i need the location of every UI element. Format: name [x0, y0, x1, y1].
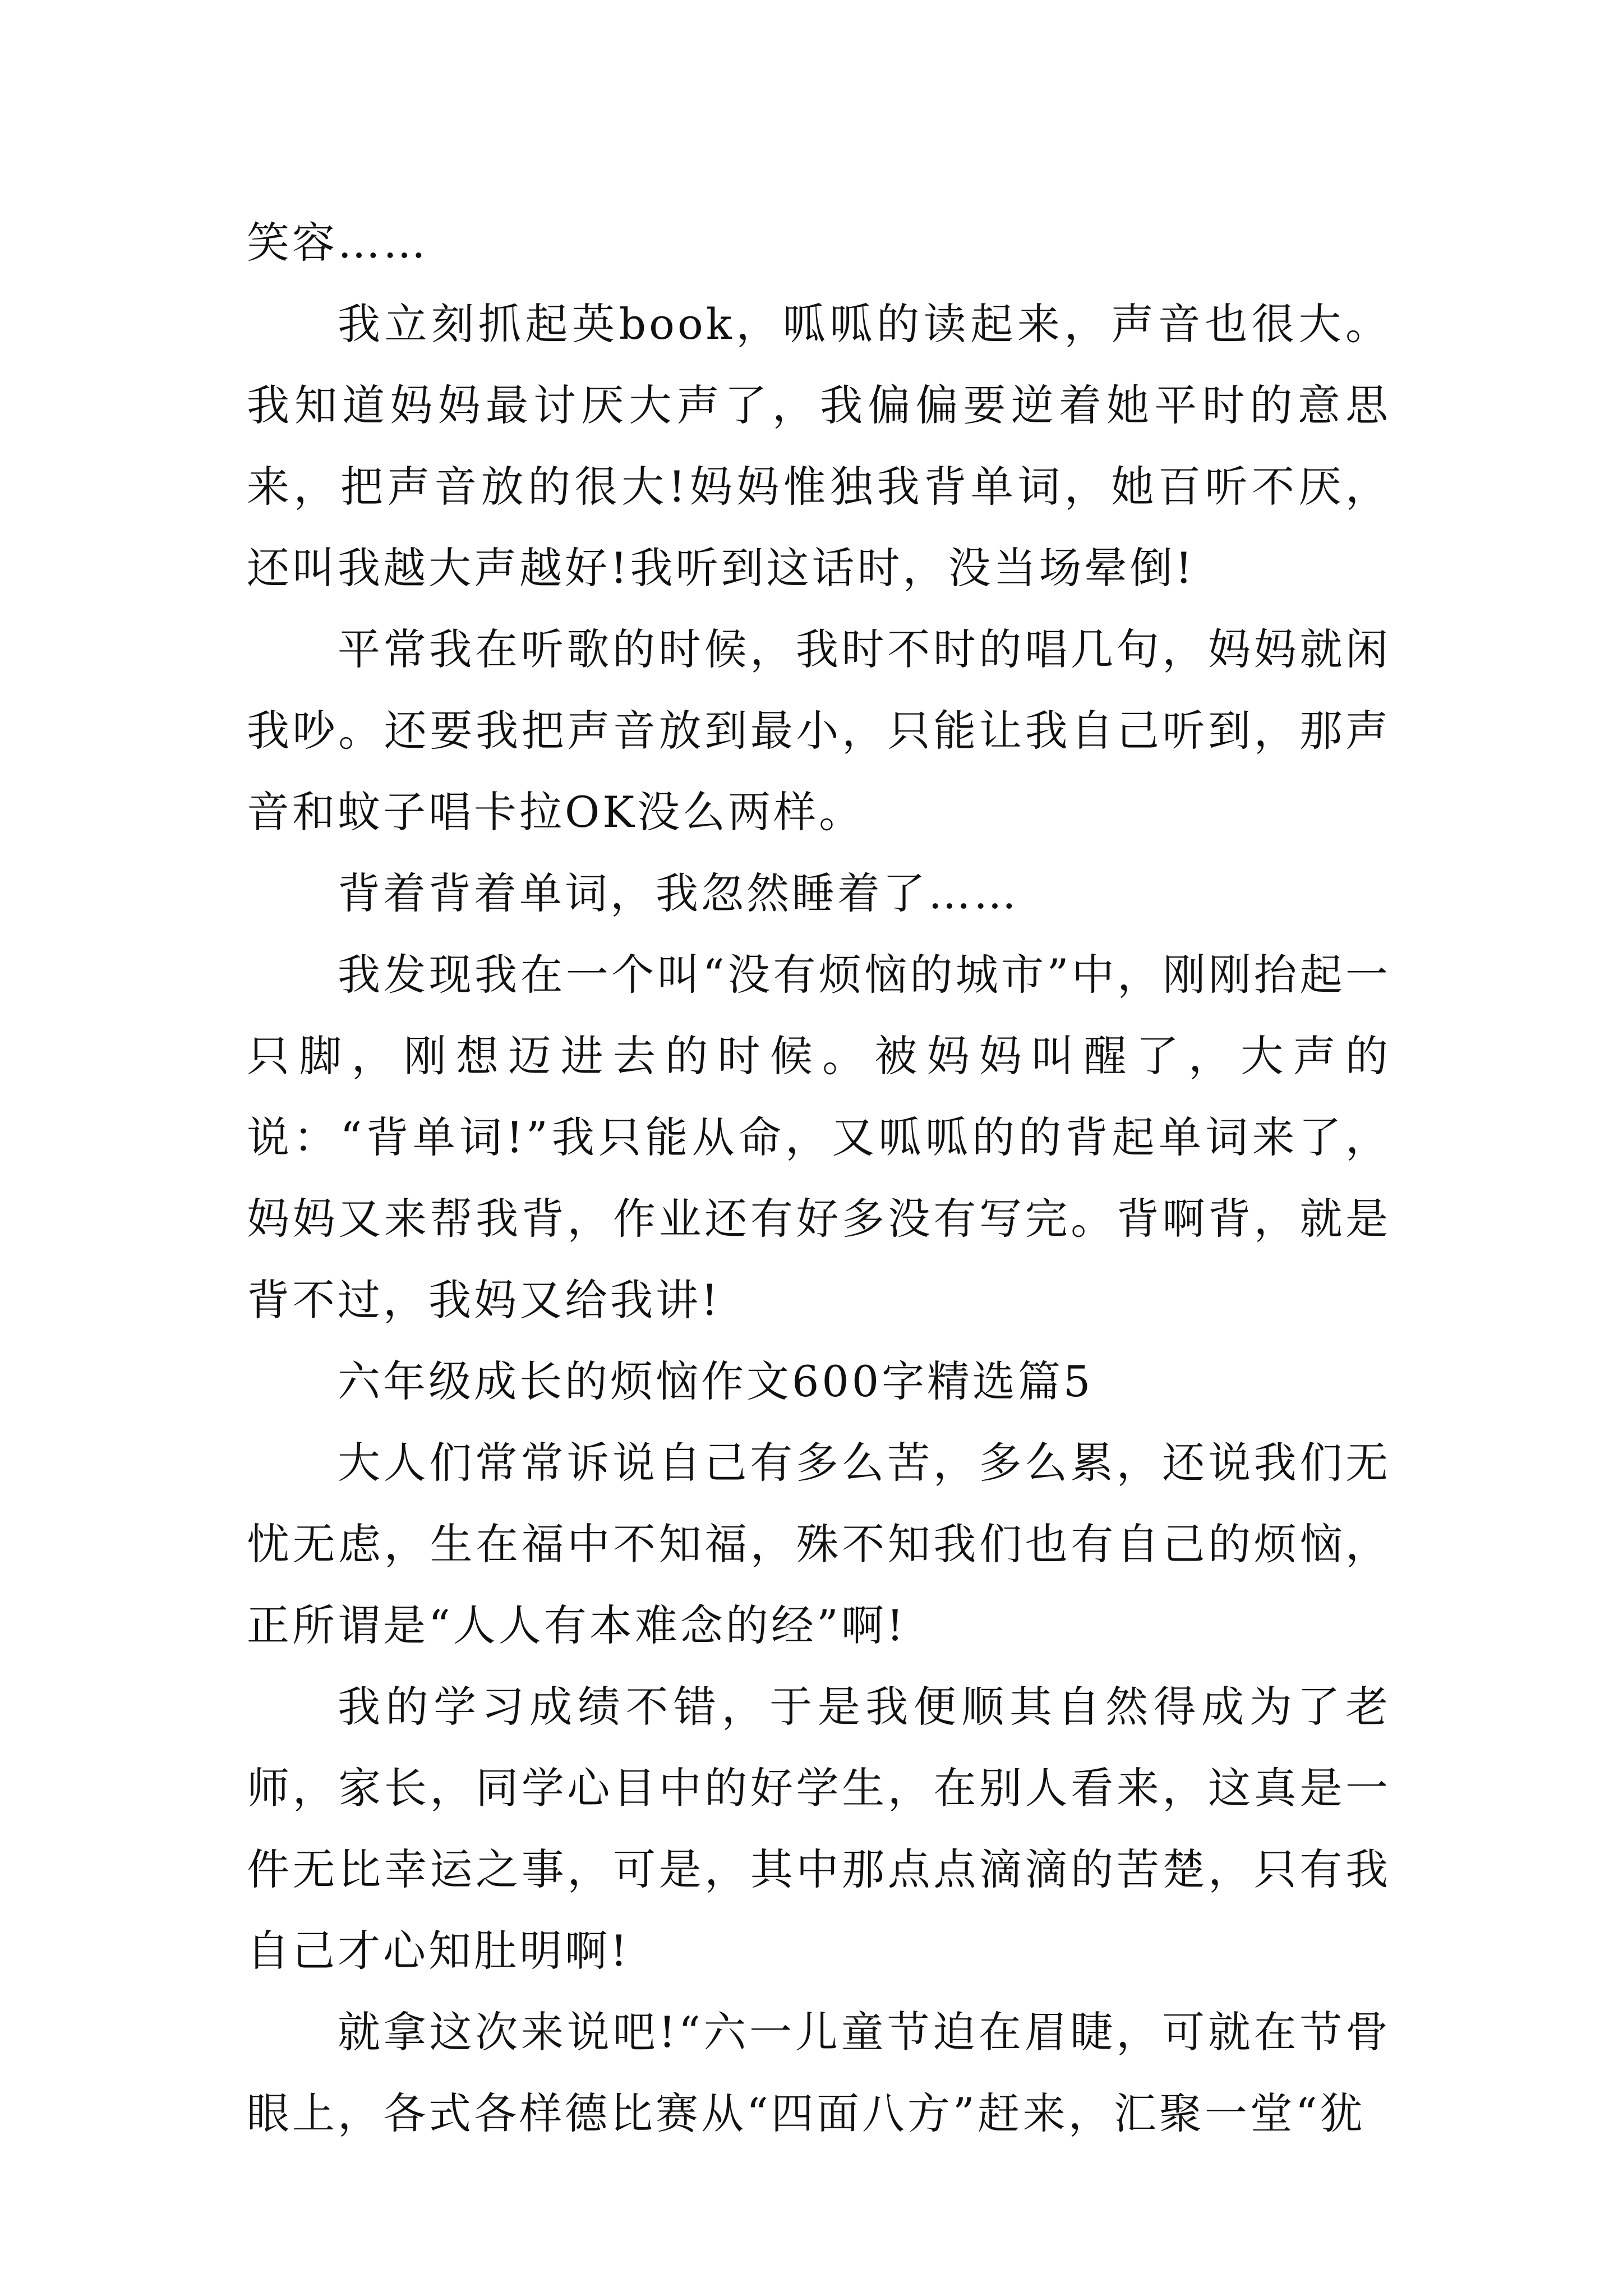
paragraph: 我立刻抓起英book，呱呱的读起来，声音也很大。我知道妈妈最讨厌大声了，我偏偏要逆着她平时的意思来，把声音放的很大!妈妈惟独我背单词，她百听不厌，还叫我越大声越好!我听到这话时，没当场晕倒!	[247, 299, 1391, 593]
paragraph: 就拿这次来说吧!“六一儿童节迫在眉睫，可就在节骨眼上，各式各样德比赛从“四面八方”赶来，汇聚一堂“犹	[247, 2007, 1391, 2138]
paragraph: 我的学习成绩不错，于是我便顺其自然得成为了老师，家长，同学心目中的好学生，在别人看来，这真是一件无比幸运之事，可是，其中那点点滴滴的苦楚，只有我自己才心知肚明啊!	[247, 1682, 1391, 1976]
paragraph: 大人们常常诉说自己有多么苦，多么累，还说我们无忧无虑，生在福中不知福，殊不知我们也有自己的烦恼，正所谓是“人人有本难念的经”啊!	[247, 1438, 1391, 1650]
section-heading: 六年级成长的烦恼作文600字精选篇5	[338, 1356, 1094, 1406]
paragraph-continuation: 笑容……	[247, 218, 428, 268]
paragraph: 背着背着单词，我忽然睡着了……	[338, 868, 1019, 918]
paragraph: 我发现我在一个叫“没有烦恼的城市”中，刚刚抬起一只脚，刚想迈进去的时候。被妈妈叫醒了，大声的说：“背单词!”我只能从命，又呱呱的的背起单词来了，妈妈又来帮我背，作业还有好多没有写完。背啊背，就是背不过，我妈又给我讲!	[247, 950, 1391, 1325]
document-body	[247, 202, 1391, 2154]
paragraph: 平常我在听歌的时候，我时不时的唱几句，妈妈就闲我吵。还要我把声音放到最小，只能让我自己听到，那声音和蚊子唱卡拉OK没么两样。	[247, 624, 1391, 837]
